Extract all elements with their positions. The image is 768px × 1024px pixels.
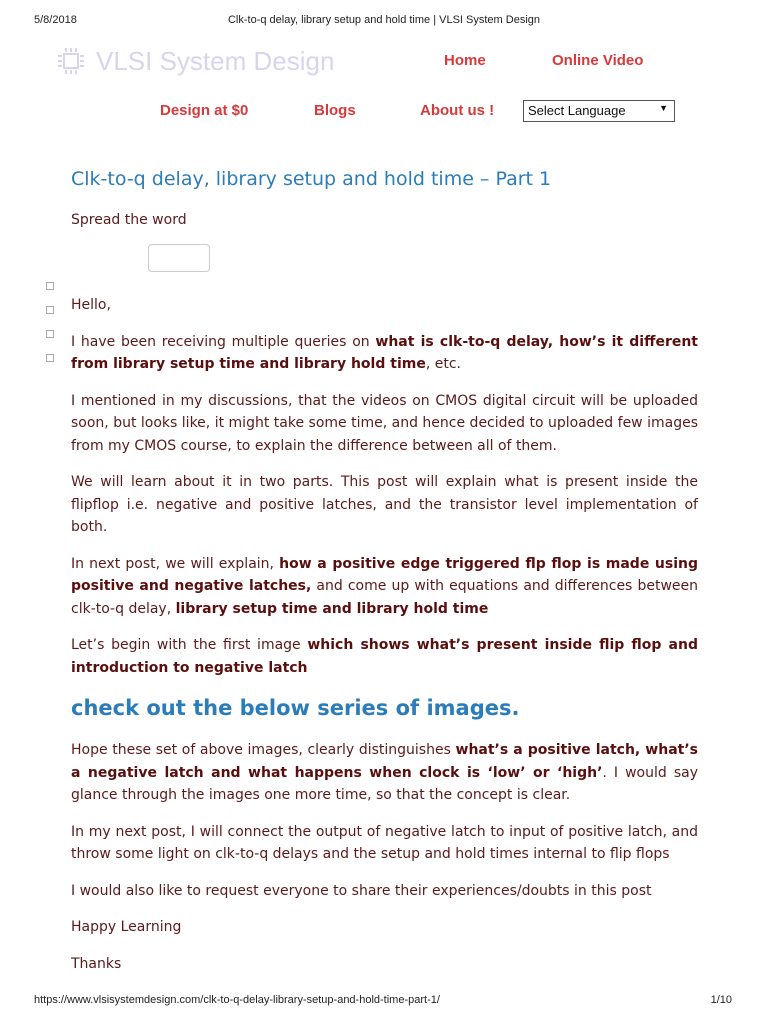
paragraph-8: I would also like to request everyone to share their experiences/doubts in this post xyxy=(71,882,652,899)
paragraph-4 xyxy=(71,553,698,621)
print-url: https://www.vlsisystemdesign.com/clk-to-q-delay-library-setup-and-hold-time-part-1/ xyxy=(34,994,440,1006)
emphasis: how a positive edge triggered flp flop is made using positive and negative latches, xyxy=(71,555,698,594)
paragraph-3: We will learn about it in two parts. This post will explain what is present inside the flipflop i.e. negative and positive latches, and the transistor level implementation of both. xyxy=(71,474,698,535)
emphasis: library setup time and library hold time xyxy=(175,600,489,617)
paragraph-10: Thanks xyxy=(71,955,122,972)
text: , etc. xyxy=(425,356,461,372)
nav-design-at-0[interactable]: Design at $0 xyxy=(160,102,249,119)
share-bullet[interactable] xyxy=(46,306,54,314)
paragraph-1 xyxy=(71,331,698,376)
language-select-value: Select Language xyxy=(528,103,626,118)
paragraph-6 xyxy=(71,739,698,807)
site-logo[interactable] xyxy=(58,44,334,78)
print-date: 5/8/2018 xyxy=(34,14,77,26)
text: In next post, we will explain, xyxy=(71,555,280,572)
share-bullet[interactable] xyxy=(46,354,54,362)
section-heading: check out the below series of images. xyxy=(71,696,520,720)
language-select[interactable] xyxy=(523,100,675,122)
dropdown-arrow-icon: ▼ xyxy=(659,103,668,113)
site-logo-text: VLSI System Design xyxy=(96,45,335,76)
share-bullets xyxy=(46,282,54,378)
chip-logo-icon xyxy=(58,48,84,74)
text: . I would say glance through the images one more time, so that the concept is clear. xyxy=(71,764,698,803)
post-title: Clk-to-q delay, library setup and hold time – Part 1 xyxy=(71,168,552,190)
nav-about-us[interactable]: About us ! xyxy=(420,102,495,119)
share-bullet[interactable] xyxy=(46,282,54,290)
text: Hope these set of above images, clearly distinguishes xyxy=(71,742,456,758)
share-bullet[interactable] xyxy=(46,330,54,338)
paragraph-2: I mentioned in my discussions, that the videos on CMOS digital circuit will be uploaded soon, but looks like, it might take some time, and hence decided to uploaded few images from my CMOS course, to explain the difference between all of them. xyxy=(71,392,698,454)
print-page-number: 1/10 xyxy=(710,994,732,1006)
text: and come up with equations and differences between clk-to-q delay, xyxy=(71,578,698,617)
paragraph-5 xyxy=(71,634,698,679)
nav-blogs[interactable]: Blogs xyxy=(314,102,356,119)
nav-home[interactable]: Home xyxy=(444,52,486,69)
nav-online-video[interactable]: Online Video xyxy=(552,52,644,69)
emphasis: which shows what’s present inside flip flop and introduction to negative latch xyxy=(71,637,698,676)
emphasis: what’s a positive latch, what’s a negative latch and what happens when clock is ‘low’ or ‘high’ xyxy=(71,742,698,781)
paragraph-7: In my next post, I will connect the output of negative latch to input of positive latch, and throw some light on clk-to-q delays and the setup and hold times internal to flip flops xyxy=(71,823,698,862)
spread-the-word: Spread the word xyxy=(71,212,187,228)
paragraph-9: Happy Learning xyxy=(71,919,182,935)
greeting: Hello, xyxy=(71,297,111,313)
post-content xyxy=(71,166,698,989)
emphasis: what is clk-to-q delay, how’s it different from library setup time and library hold time xyxy=(71,333,699,372)
text: Let’s begin with the first image xyxy=(71,637,308,653)
print-page-title: Clk-to-q delay, library setup and hold time | VLSI System Design xyxy=(227,14,540,26)
text: I have been receiving multiple queries on xyxy=(71,333,376,350)
share-count-box[interactable] xyxy=(148,244,210,272)
